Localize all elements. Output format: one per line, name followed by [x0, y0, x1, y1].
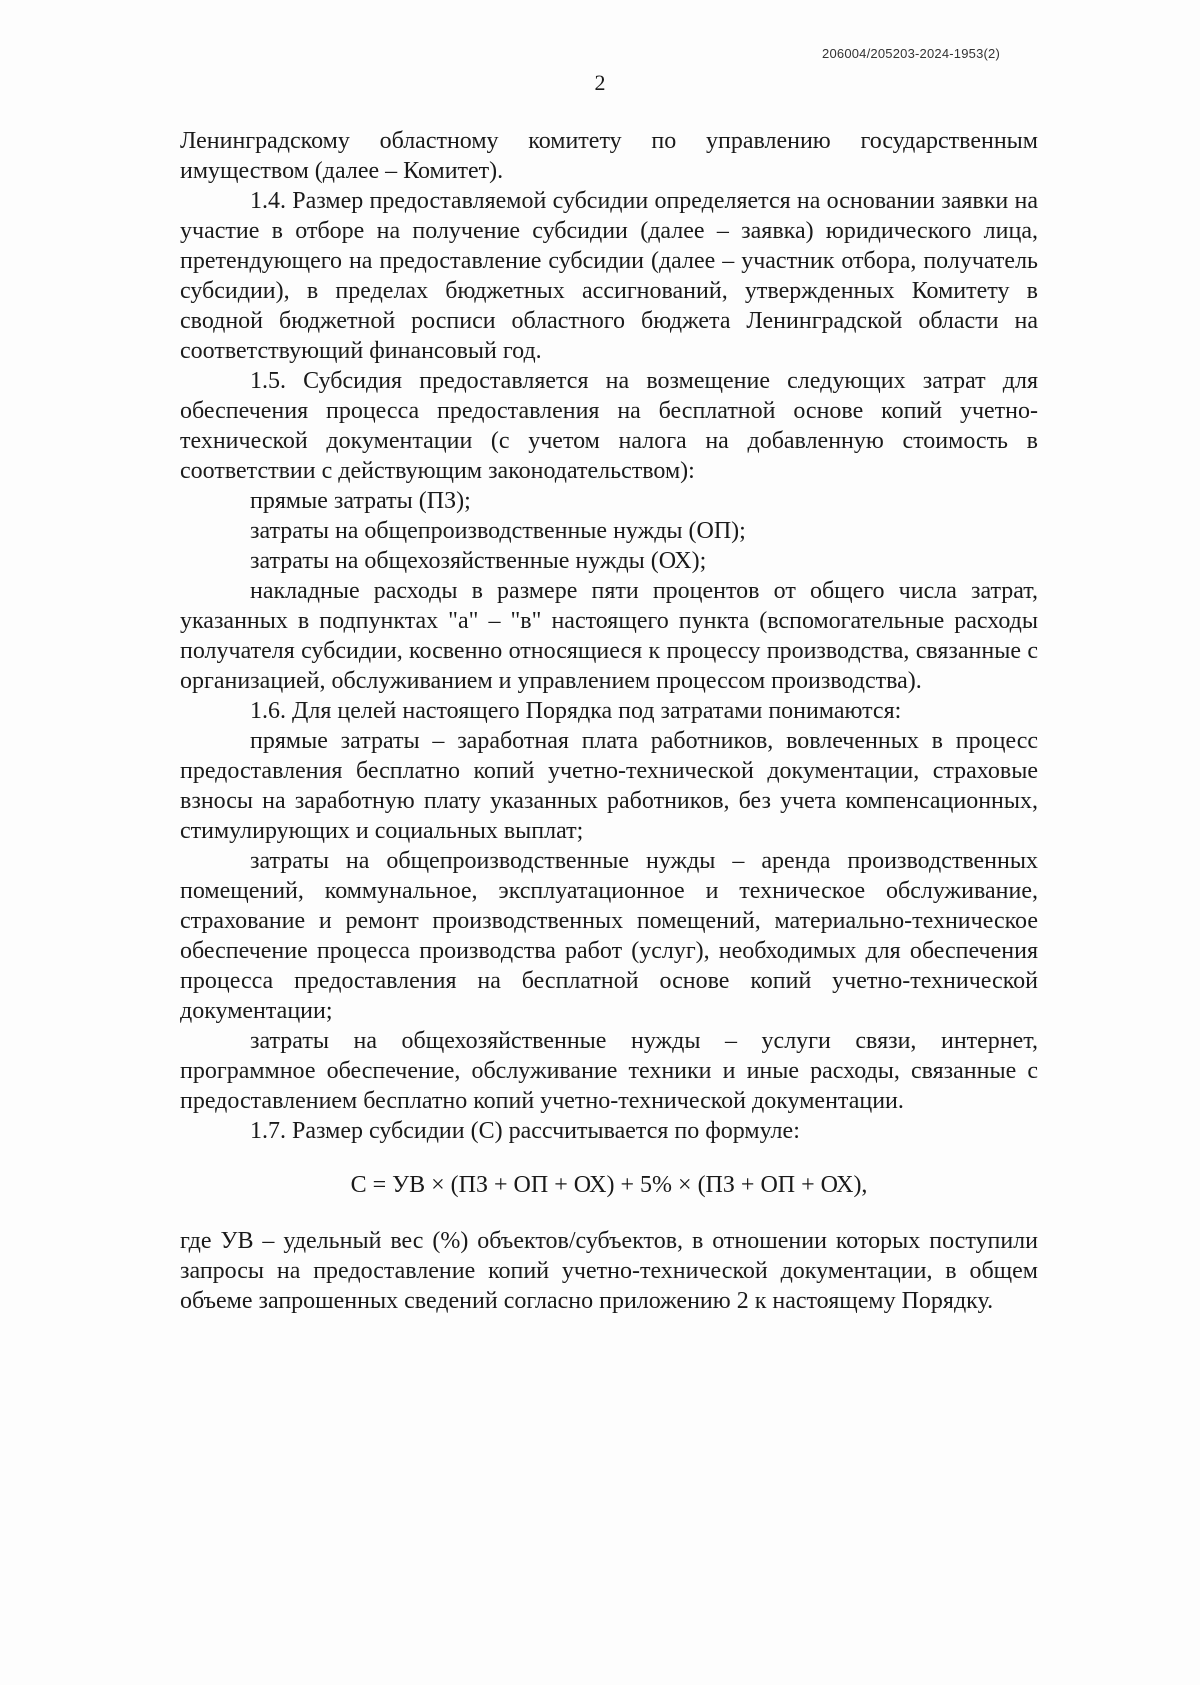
cost-item-overhead: накладные расходы в размере пяти процентов от общего числа затрат, указанных в подпунктах "а" – "в" настоящего пункта (вспомогательные расходы получателя субсидии, косвенно относящиеся к процессу производства, связанные с организацией, обслуживанием и управлением процессом производства).	[180, 578, 1038, 694]
definition-production-costs: затраты на общепроизводственные нужды – аренда производственных помещений, коммунальное, эксплуатационное и техническое обслуживание, страхование и ремонт производственных помещений, материально-техническое обеспечение процесса производства работ (услуг), необходимых для обеспечения процесса предоставления на бесплатной основе копий учетно-технической документации;	[180, 848, 1038, 1024]
cost-item-general: затраты на общехозяйственные нужды (ОХ);	[250, 548, 707, 574]
paragraph-1-4: 1.4. Размер предоставляемой субсидии определяется на основании заявки на участие в отборе на получение субсидии (далее – заявка) юридического лица, претендующего на предоставление субсидии (далее – участник отбора, получатель субсидии), в пределах бюджетных ассигнований, утвержденных Комитету в сводной бюджетной росписи областного бюджета Ленинградской области на соответствующий финансовый год.	[180, 188, 1038, 364]
paragraph-1-7: 1.7. Размер субсидии (С) рассчитывается по формуле:	[250, 1118, 800, 1144]
paragraph-1-5: 1.5. Субсидия предоставляется на возмещение следующих затрат для обеспечения процесса предоставления на бесплатной основе копий учетно-технической документации (с учетом налога на добавленную стоимость в соответствии с действующим законодательством):	[180, 368, 1038, 484]
paragraph-intro: Ленинградскому областному комитету по управлению государственным имуществом (далее – Комитет).	[180, 128, 1038, 184]
definition-direct-costs: прямые затраты – заработная плата работников, вовлеченных в процесс предоставления бесплатно копий учетно-технической документации, страховые взносы на заработную плату указанных работников, без учета компенсационных, стимулирующих и социальных выплат;	[180, 728, 1038, 844]
page-number: 2	[594, 70, 606, 95]
paragraph-formula-explanation: где УВ – удельный вес (%) объектов/субъектов, в отношении которых поступили запросы на предоставление копий учетно-технической документации, в общем объеме запрошенных сведений согласно приложению 2 к настоящему Порядку.	[180, 1228, 1038, 1314]
paragraph-1-6: 1.6. Для целей настоящего Порядка под затратами понимаются:	[250, 698, 902, 724]
subsidy-formula: С = УВ × (ПЗ + ОП + ОХ) + 5% × (ПЗ + ОП + ОХ),	[350, 1172, 868, 1198]
document-number: 206004/205203-2024-1953(2)	[822, 46, 1000, 61]
cost-item-production: затраты на общепроизводственные нужды (ОП);	[250, 518, 746, 544]
cost-item-direct: прямые затраты (ПЗ);	[250, 488, 471, 514]
document-body	[180, 126, 1038, 1316]
definition-general-costs: затраты на общехозяйственные нужды – услуги связи, интернет, программное обеспечение, обслуживание техники и иные расходы, связанные с предоставлением бесплатно копий учетно-технической документации.	[180, 1028, 1038, 1114]
